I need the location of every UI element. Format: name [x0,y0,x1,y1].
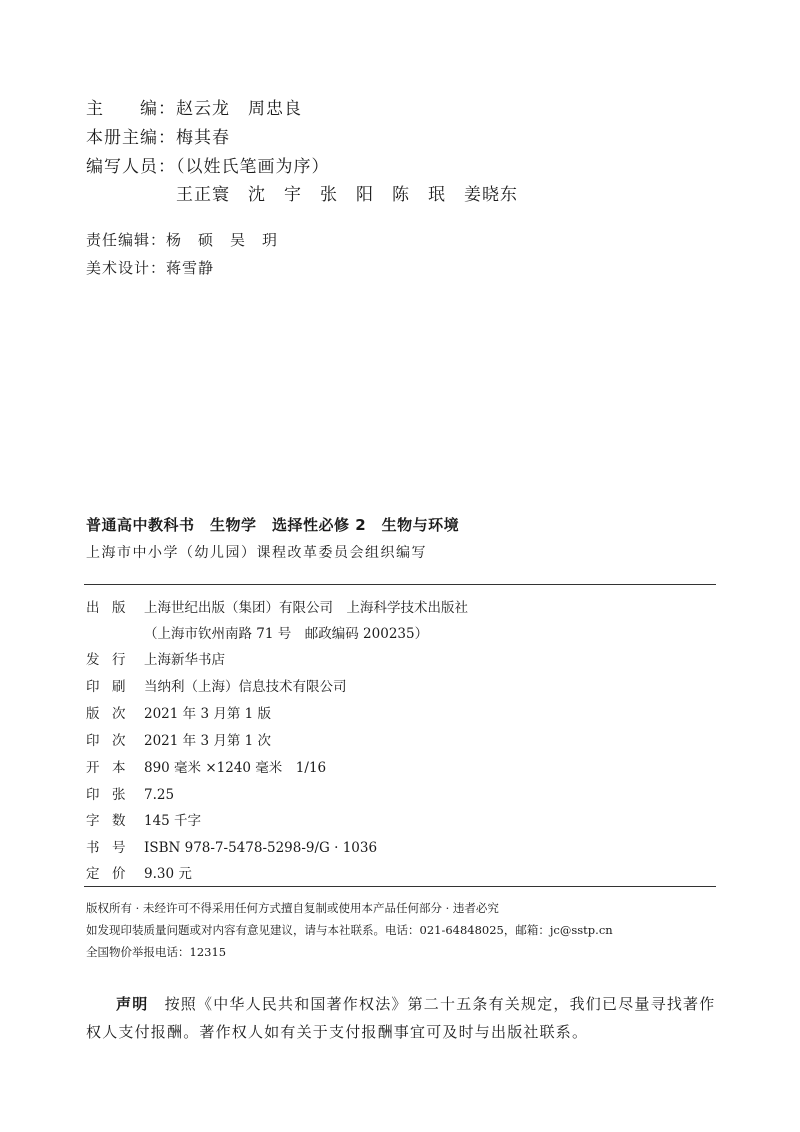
responsible-editor-line [86,229,278,250]
responsible-editor-label: 责任编辑： [86,231,167,249]
colophon-row-printer [86,675,347,695]
writers-names: 王正寰 沈 宇 张 阳 陈 珉 姜晓东 [176,185,518,205]
row-value: 上海世纪出版（集团）有限公司 上海科学技术出版社 [144,600,468,616]
writers-note: （以姓氏笔画为序） [176,157,330,177]
row-value: 890 毫米 ×1240 毫米 1/16 [144,760,327,776]
row-label-2: 张 [112,787,126,803]
row-value: 9.30 元 [144,866,192,882]
colophon-row-distributor [86,648,225,668]
declaration-line-2: 权人支付报酬。著作权人如有关于支付报酬事宜可及时与出版社联系。 [86,1023,589,1041]
row-value: 2021 年 3 月第 1 次 [144,733,271,749]
row-label-1: 印 [86,679,100,695]
row-label-2: 版 [112,600,126,616]
volume-editor-line [86,123,230,148]
row-value: 7.25 [144,787,175,803]
row-value: 145 千字 [144,813,202,829]
row-label-1: 发 [86,652,100,668]
row-label-2: 行 [112,652,126,668]
declaration-label: 声明 [116,995,149,1013]
colophon-row-word-count [86,809,201,829]
colophon-row-isbn [86,836,377,856]
compiling-organization: 上海市中小学（幼儿园）课程改革委员会组织编写 [86,545,427,561]
row-label-2: 刷 [112,679,126,695]
colophon-row-publisher [86,596,468,616]
row-value: 2021 年 3 月第 1 版 [144,706,271,722]
colophon-row-price [86,862,192,882]
row-label-2: 数 [112,813,126,829]
price-report-notice: 全国物价举报电话：12315 [86,945,227,959]
writers-line [86,152,330,177]
top-divider [84,584,716,585]
rights-notice: 版权所有 · 未经许可不得采用任何方式擅自复制或使用本产品任何部分 · 违者必究 [86,901,499,915]
colophon-row-address [86,622,428,642]
responsible-editor-names: 杨 硕 吴 玥 [166,231,279,249]
art-design-line [86,257,214,278]
art-design-name: 蒋雪静 [166,259,215,277]
row-value: 当纳利（上海）信息技术有限公司 [144,679,347,695]
declaration-line-1 [86,990,715,1018]
row-label-1: 开 [86,760,100,776]
bottom-divider [84,886,716,887]
row-label-1: 印 [86,787,100,803]
colophon-row-format [86,756,326,776]
writers-label: 编写人员： [86,157,176,177]
row-label-2: 价 [112,866,126,882]
chief-editor-names: 赵云龙 周忠良 [176,99,302,119]
row-label-1: 出 [86,600,100,616]
volume-editor-name: 梅其春 [176,128,230,148]
row-label-1: 字 [86,813,100,829]
chief-editor-line [86,94,302,119]
row-label-2: 号 [112,840,126,856]
row-label-1: 书 [86,840,100,856]
declaration-text-1: 按照《中华人民共和国著作权法》第二十五条有关规定，我们已尽量寻找著作 [164,995,716,1013]
chief-editor-label: 主 编： [86,99,176,119]
row-label-2: 本 [112,760,126,776]
row-label-1: 版 [86,706,100,722]
row-value: ISBN 978-7-5478-5298-9/G · 1036 [144,840,378,856]
row-label-2: 次 [112,706,126,722]
row-value: （上海市钦州南路 71 号 邮政编码 200235） [144,626,429,642]
row-label-2: 次 [112,733,126,749]
row-value: 上海新华书店 [144,652,225,668]
volume-editor-label: 本册主编： [86,128,176,148]
row-label-1: 印 [86,733,100,749]
book-title: 普通高中教科书 生物学 选择性必修 2 生物与环境 [86,516,460,534]
colophon-row-sheets [86,783,174,803]
colophon-row-edition [86,702,271,722]
quality-contact-notice: 如发现印装质量问题或对内容有意见建议，请与本社联系。电话：021-64848025，邮箱：jc@sstp.cn [86,923,613,937]
row-label-1: 定 [86,866,100,882]
colophon-row-printing [86,729,271,749]
art-design-label: 美术设计： [86,259,167,277]
